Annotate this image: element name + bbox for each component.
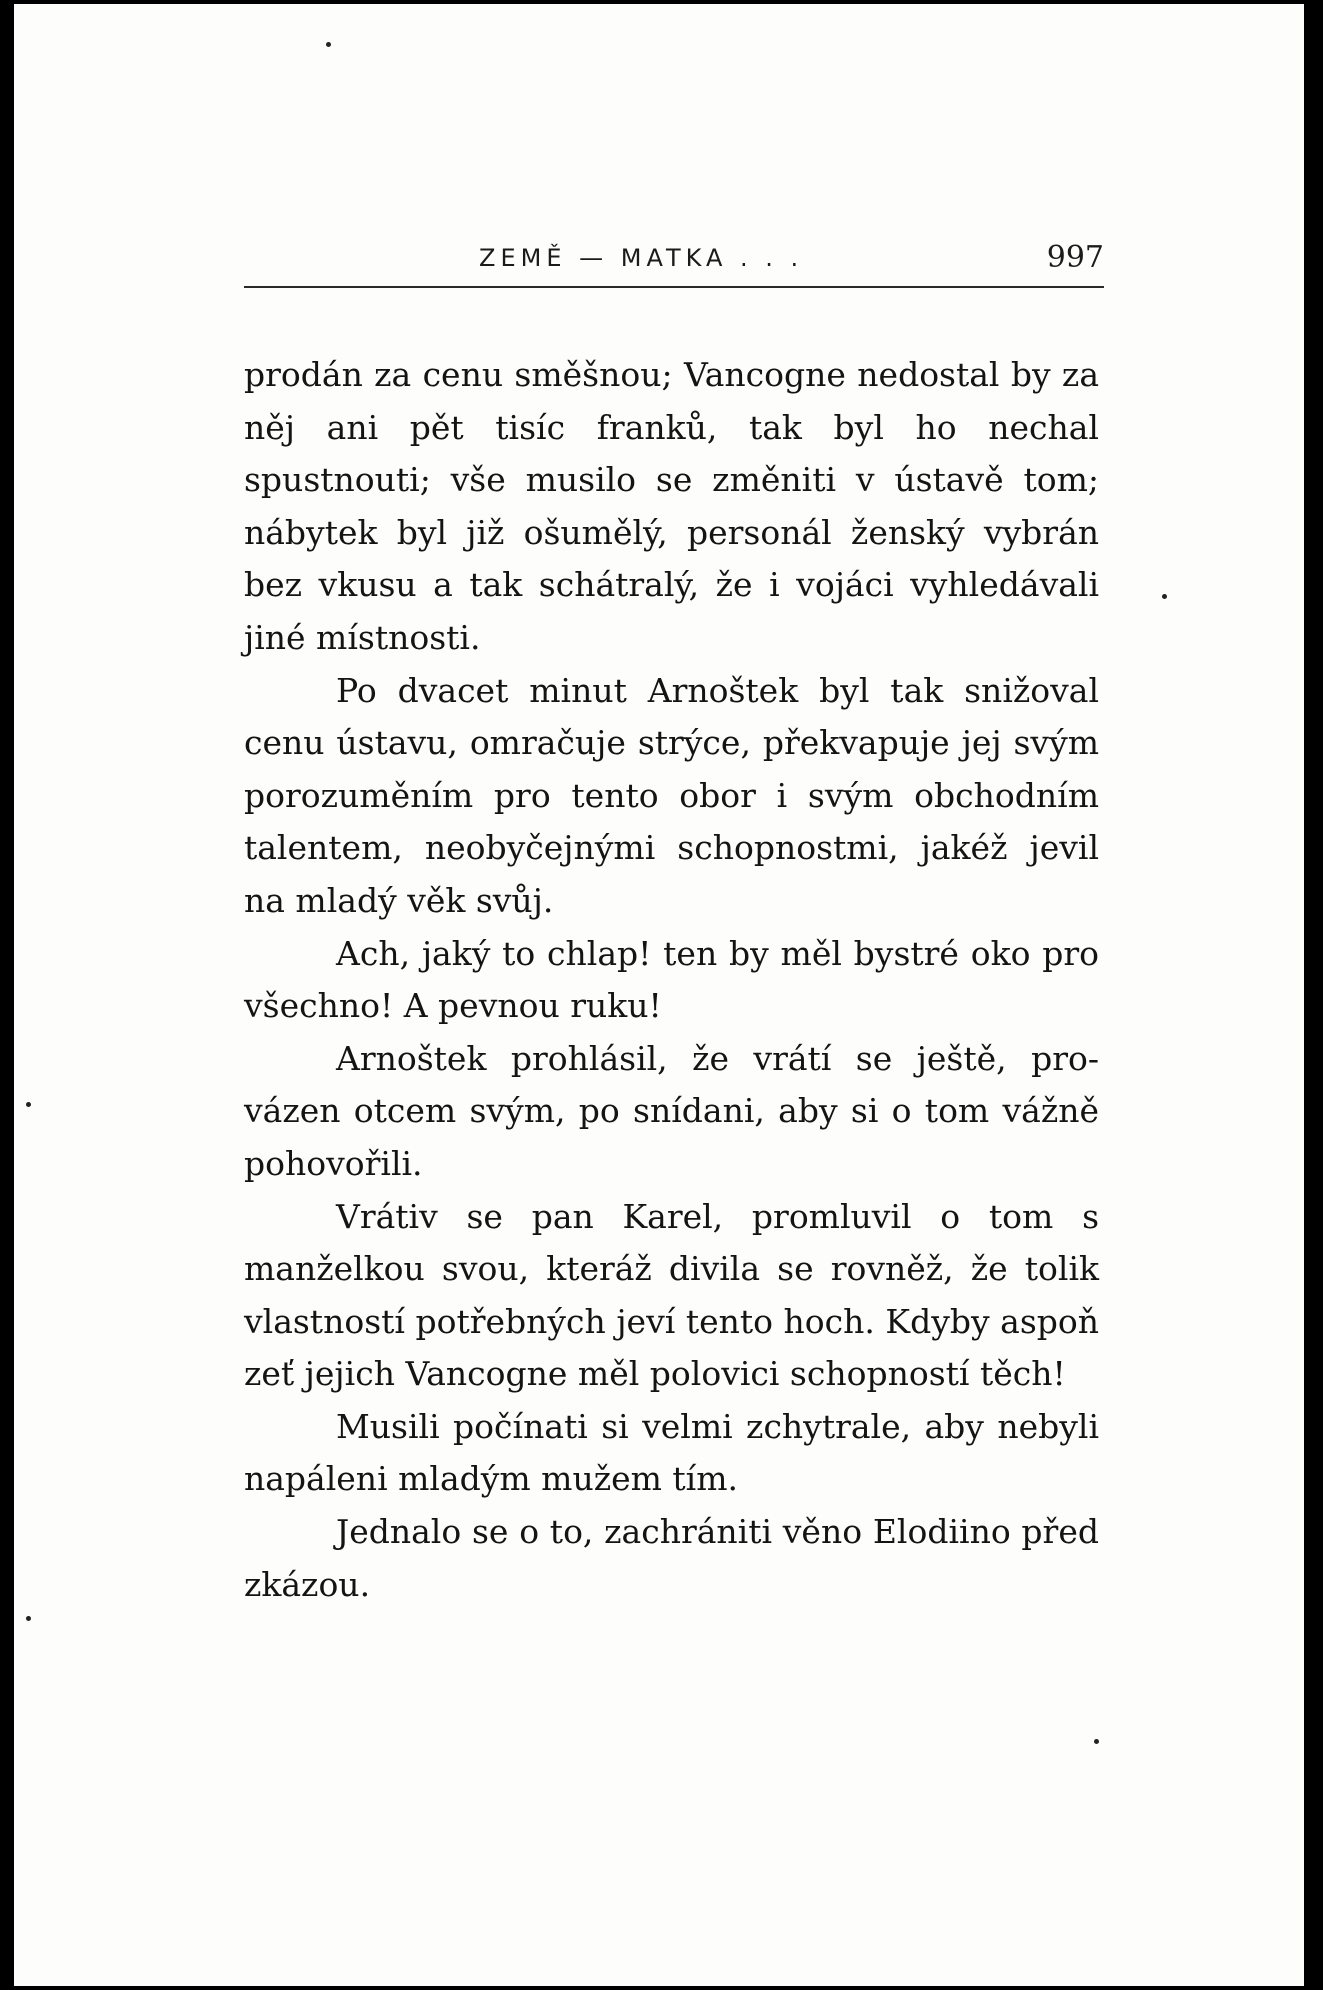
paragraph: prodán za cenu směšnou; Vancogne nedostal by za něj ani pět tisíc franků, tak byl ho nechal spustnouti; vše musilo se změniti v ústavě tom; nábytek byl již ošumělý, personál ženský vybrán bez vkusu a tak schátralý, že i vojáci vyhledávali jiné místnosti. <box>244 355 1099 657</box>
print-speck <box>26 1102 31 1107</box>
book-page <box>14 4 1304 1986</box>
paragraph: Vrátiv se pan Karel, promluvil o tom s manželkou svou, kteráž divila se rovněž, že tolik vlastností potřebných jeví tento hoch. Kdyby aspoň zeť jejich Vancogne měl polovici schopností těch! <box>244 1196 1099 1394</box>
paragraph: Po dvacet minut Arnoštek byl tak snižoval cenu ústavu, omračuje strýce, překvapuje jej svým porozuměním pro tento obor i svým obchodním talentem, neobyčejnými schopnostmi, jakéž jevil na mladý věk svůj. <box>244 670 1099 920</box>
paragraph: Musili počínati si velmi zchytrale, aby nebyli napáleni mladým mužem tím. <box>244 1406 1099 1499</box>
print-speck <box>1094 1739 1099 1744</box>
page-number: 997 <box>1046 240 1104 275</box>
paragraph: Jednalo se o to, zachrániti věno Elodiino před zkázou. <box>244 1512 1099 1604</box>
paragraph: Ach, jaký to chlap! ten by měl bystré oko pro všechno! A pevnou ruku! <box>244 933 1099 1026</box>
print-speck <box>326 42 331 47</box>
print-speck <box>1162 594 1167 599</box>
body-text <box>244 349 1099 1611</box>
page-header <box>244 232 1104 292</box>
paragraph: Arnoštek prohlásil, že vrátí se ještě, provázen otcem svým, po snídani, aby si o tom vážně pohovořili. <box>244 1038 1099 1183</box>
print-speck <box>26 1616 31 1621</box>
header-rule <box>244 286 1104 288</box>
running-head: ZEMĚ — MATKA . . . <box>479 244 804 272</box>
